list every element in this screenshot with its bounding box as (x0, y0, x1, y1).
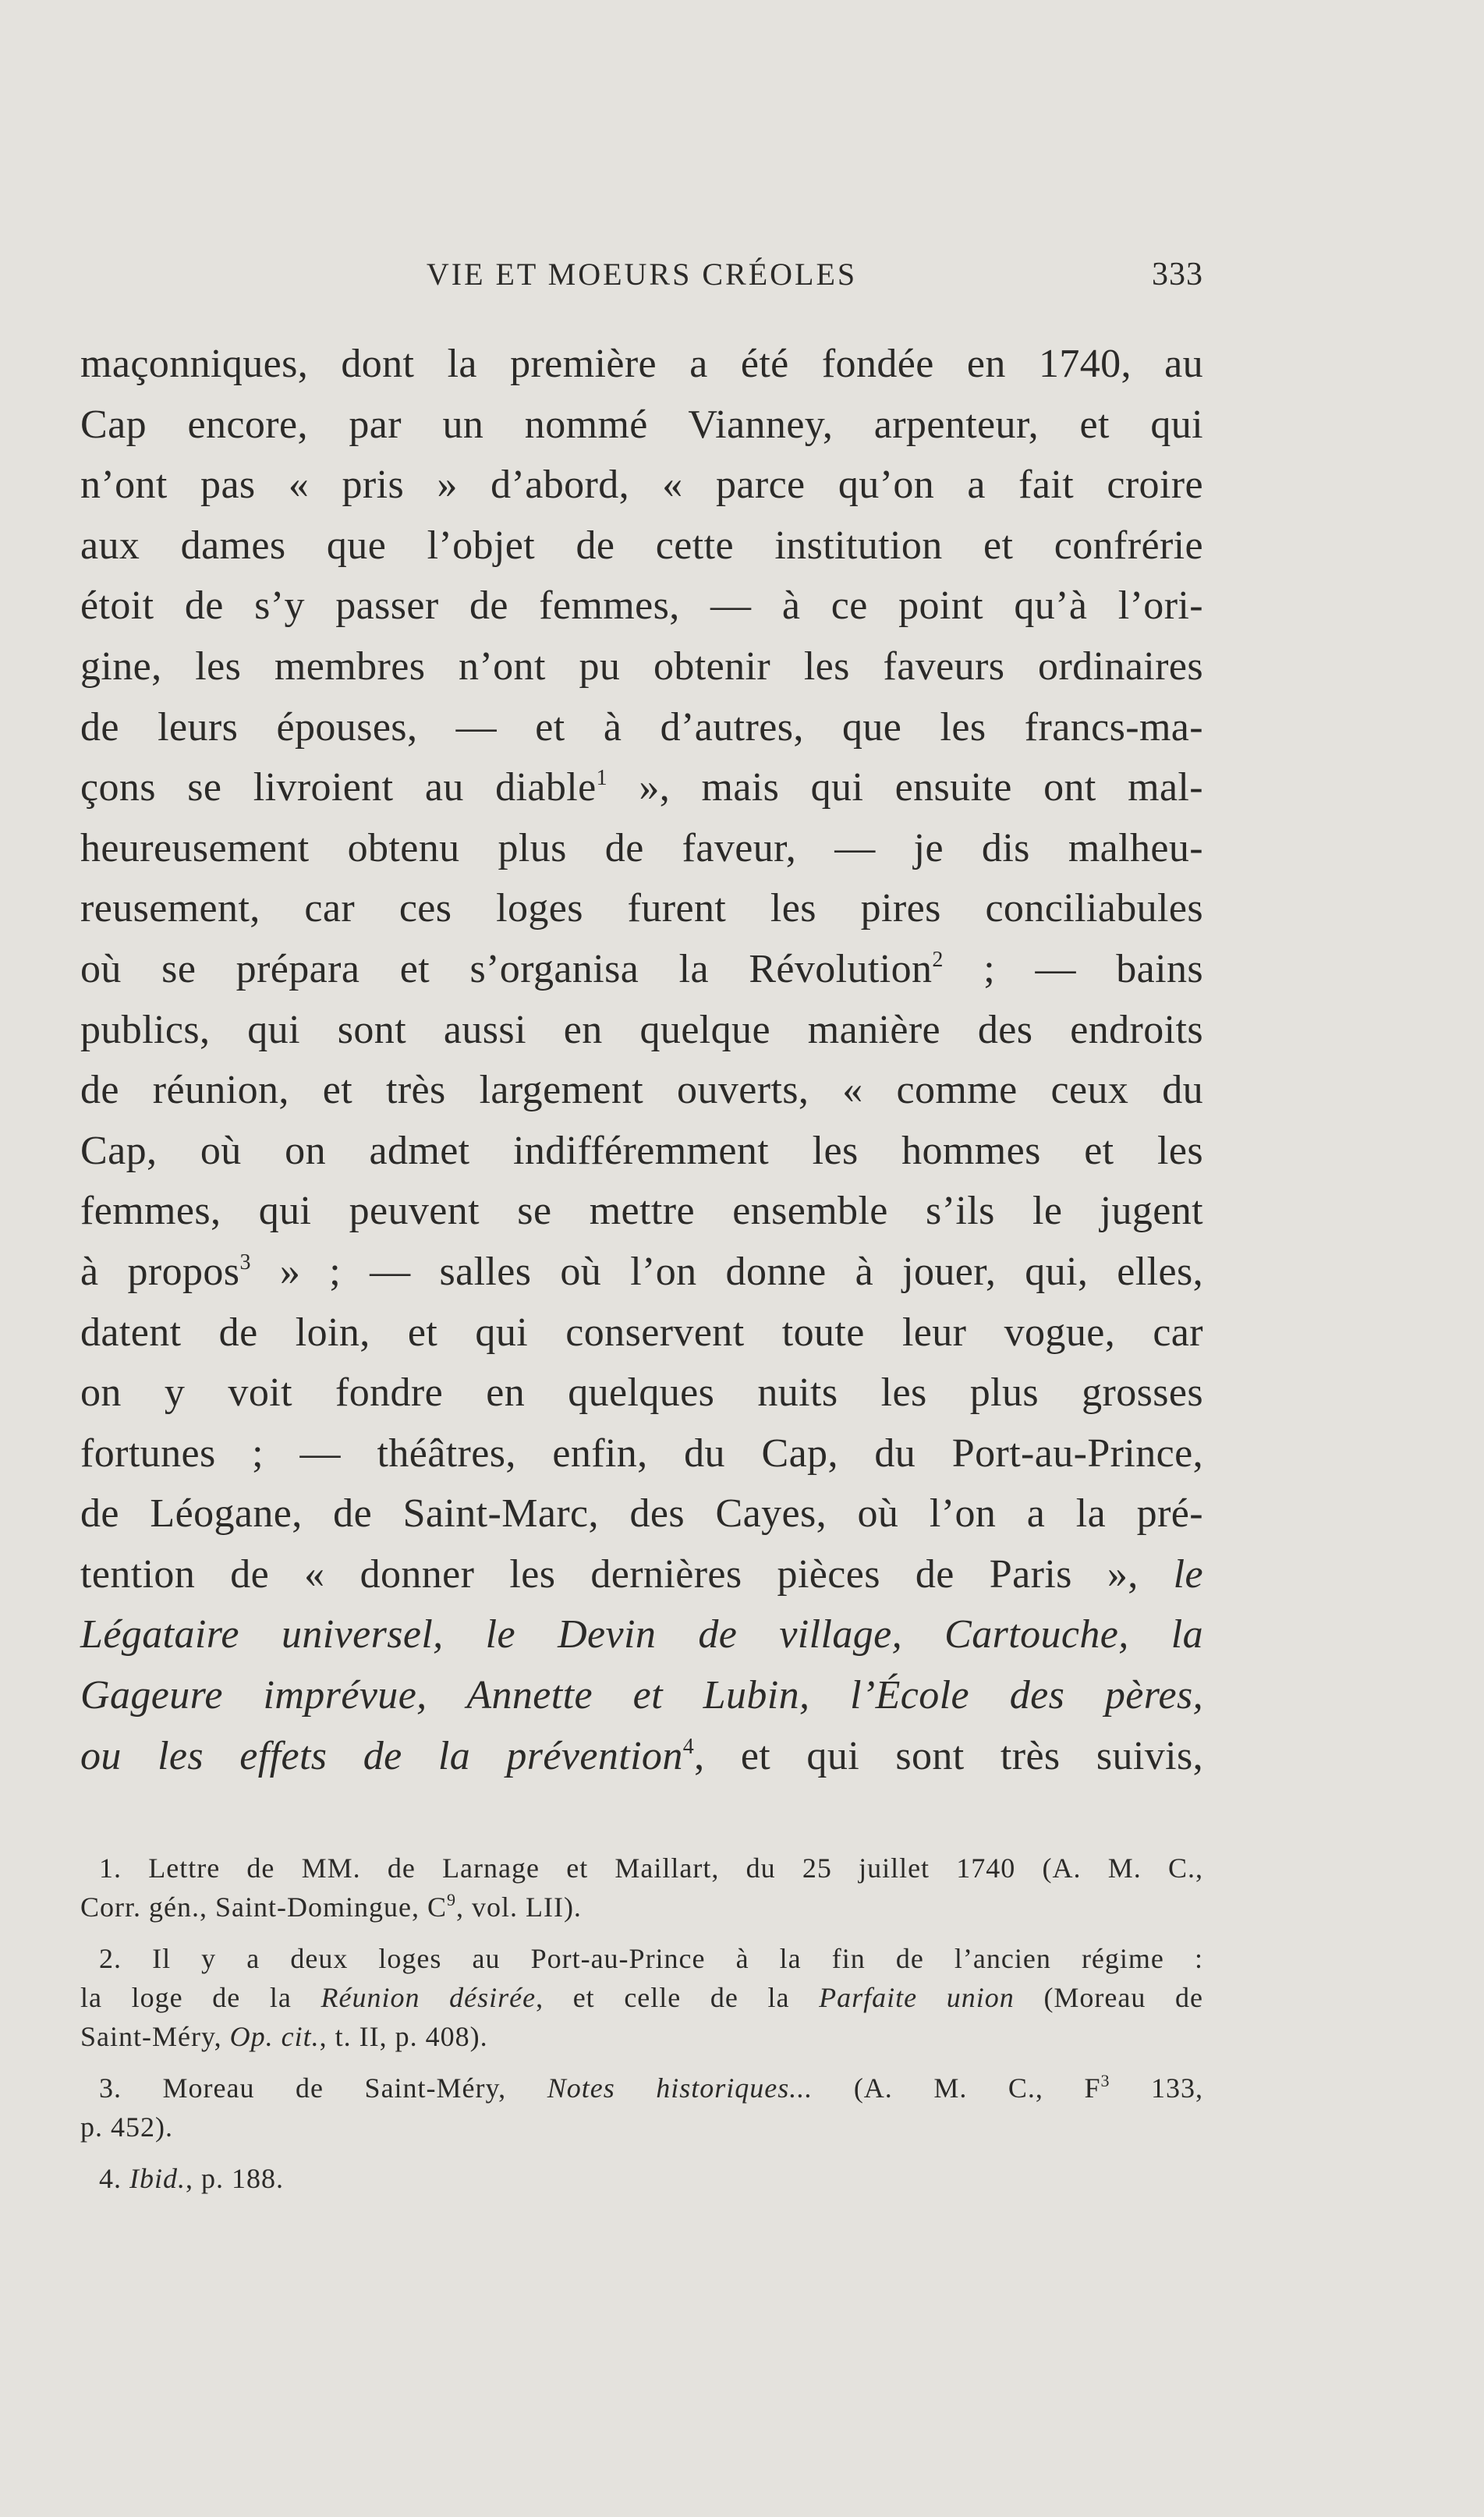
text-line: n’ont pas « pris » d’abord, « parce qu’on a fait croire (80, 463, 1203, 508)
text-line: ou les effets de la prévention$^4$, et qui sont très suivis, (80, 1733, 1203, 1778)
text-line: Légataire universel, le Devin de village, Cartouche, la (80, 1612, 1203, 1657)
text-line: çons se livroient au diable$^1$ », mais qui ensuite ont mal- (80, 765, 1203, 810)
text-line: fortunes ; — théâtres, enfin, du Cap, du Port-au-Prince, (80, 1430, 1203, 1476)
footnote-2-end: Saint-Méry, Op. cit., t. II, p. 408). (80, 2021, 488, 2052)
page-number: 333 (1152, 257, 1203, 292)
footnote-ref: 1 (596, 766, 607, 791)
text-line: gine, les membres n’ont pu obtenir les faveurs ordinaires (80, 643, 1203, 689)
footnote-4: 4. Ibid., p. 188. (99, 2163, 284, 2194)
text-line: tention de « donner les dernières pièces de Paris », le (80, 1551, 1203, 1597)
footnote-ref: 2 (932, 947, 944, 972)
text-line: maçonniques, dont la première a été fondée en 1740, au (80, 342, 1203, 386)
footnote-3-cont: p. 452). (80, 2111, 173, 2143)
text-line: Gageure imprévue, Annette et Lubin, l’École des pères, (80, 1673, 1203, 1718)
footnote-ref: 3 (239, 1250, 251, 1274)
footnote-1-cont: Corr. gén., Saint-Domingue, $C^9$, vol. LII). (80, 1890, 582, 1923)
footnote-3: 3. Moreau de Saint-Méry, Notes historiques... (A. M. C., $F^3$ 133, (99, 2071, 1204, 2104)
footnotes (80, 1849, 1203, 2198)
body-text (80, 334, 1203, 1786)
text-line: de réunion, et très largement ouverts, « comme ceux du (80, 1068, 1203, 1113)
text-line: on y voit fondre en quelques nuits les plus grosses (80, 1370, 1203, 1416)
text-line: heureusement obtenu plus de faveur, — je dis malheu- (80, 825, 1203, 870)
text-line: où se prépara et s’organisa la Révolution$^2$ ; — bains (80, 946, 1203, 991)
text-line: femmes, qui peuvent se mettre ensemble s’ils le jugent (80, 1189, 1203, 1234)
text-line: Cap encore, par un nommé Vianney, arpenteur, et qui (80, 402, 1203, 447)
text-line: de Léogane, de Saint-Marc, des Cayes, où l’on a la pré- (80, 1491, 1203, 1537)
text-line: à propos$^3$ » ; — salles où l’on donne à jouer, qui, elles, (80, 1249, 1203, 1294)
text-line: Cap, où on admet indifféremment les hommes et les (80, 1128, 1203, 1173)
footnote-2: 2. Il y a deux loges au Port-au-Prince à la fin de l’ancien régime : (99, 1943, 1203, 1974)
text-line: de leurs épouses, — et à d’autres, que les francs-ma- (80, 704, 1203, 750)
footnote-2-cont: la loge de la Réunion désirée, et celle de la Parfaite union (Moreau de (80, 1982, 1203, 2013)
text-line: publics, qui sont aussi en quelque manière des endroits (80, 1007, 1203, 1052)
text-line: étoit de s’y passer de femmes, — à ce point qu’à l’ori- (80, 583, 1203, 629)
page-header (80, 256, 1203, 303)
footnote-ref: 4 (682, 1734, 695, 1759)
text-line: aux dames que l’objet de cette institution et confrérie (80, 523, 1203, 568)
text-line: datent de loin, et qui conservent toute leur vogue, car (80, 1310, 1203, 1355)
footnote-1: 1. Lettre de MM. de Larnage et Maillart, du 25 juillet 1740 (A. M. C., (99, 1852, 1203, 1884)
text-line: reusement, car ces loges furent les pires conciliabules (80, 886, 1203, 931)
running-title: VIE ET MOEURS CRÉOLES (426, 257, 858, 292)
